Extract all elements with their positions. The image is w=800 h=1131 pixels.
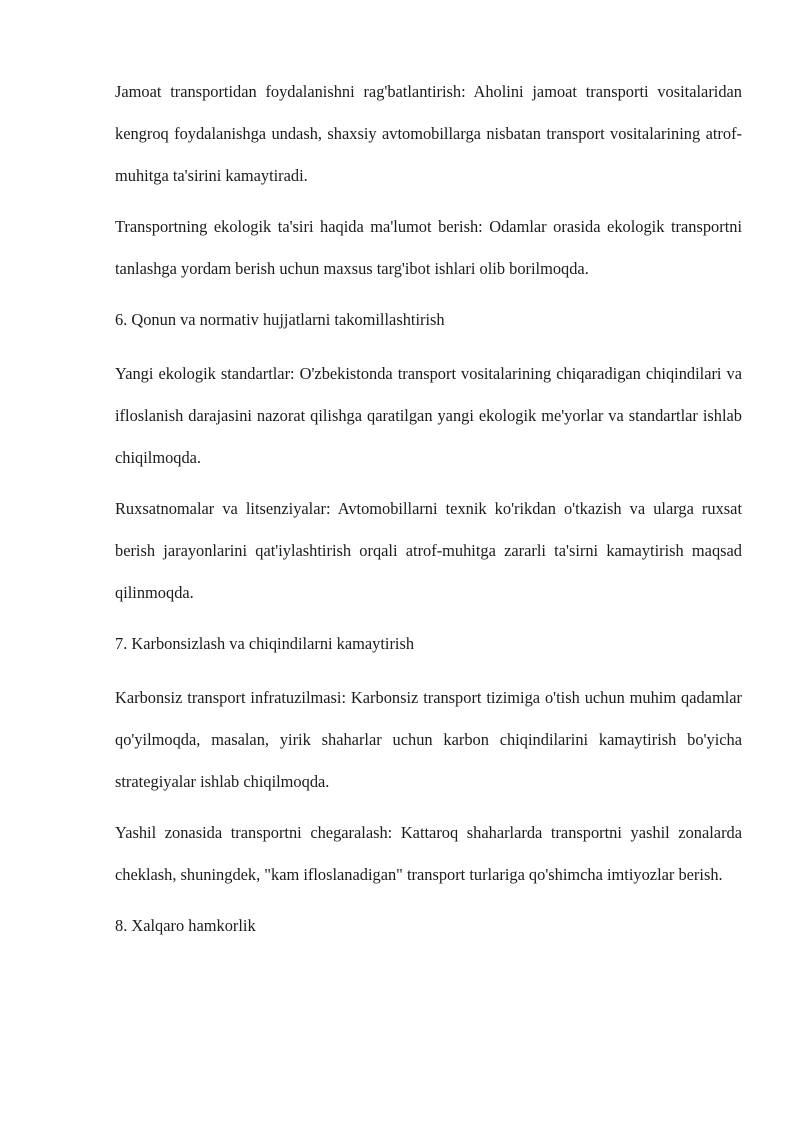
section-heading-8: 8. Xalqaro hamkorlik: [115, 916, 256, 935]
section-heading-7: 7. Karbonsizlash va chiqindilarni kamaytirish: [115, 634, 415, 653]
paragraph-carbon-free-infrastructure: Karbonsiz transport infratuzilmasi: Karbonsiz transport tizimiga o'tish uchun muhim qadamlar qo'yilmoqda, masalan, yirik shaharlar uchun karbon chiqindilarini kamaytirish bo'yicha strategiyalar ishlab chiqilmoqda.: [115, 688, 742, 791]
document-body: [115, 71, 742, 959]
section-heading-6: 6. Qonun va normativ hujjatlarni takomillashtirish: [115, 310, 445, 329]
paragraph-green-zone-restriction: Yashil zonasida transportni chegaralash: Kattaroq shaharlarda transportni yashil zonalarda cheklash, shuningdek, "kam ifloslanadigan" transport turlariga qo'shimcha imtiyozlar berish.: [115, 823, 742, 884]
paragraph-permits-licenses: Ruxsatnomalar va litsenziyalar: Avtomobillarni texnik ko'rikdan o'tkazish va ularga ruxsat berish jarayonlarini qat'iylashtirish orqali atrof-muhitga zararli ta'sirni kamaytirish maqsad qilinmoqda.: [115, 499, 742, 602]
paragraph-public-transport: Jamoat transportidan foydalanishni rag'batlantirish: Aholini jamoat transporti vositalaridan kengroq foydalanishga undash, shaxsiy avtomobillarga nisbatan transport vositalarining atrof-muhitga ta'sirini kamaytiradi.: [115, 82, 742, 185]
paragraph-eco-information: Transportning ekologik ta'siri haqida ma'lumot berish: Odamlar orasida ekologik transportni tanlashga yordam berish uchun maxsus targ'ibot ishlari olib borilmoqda.: [115, 217, 742, 278]
paragraph-new-eco-standards: Yangi ekologik standartlar: O'zbekistonda transport vositalarining chiqaradigan chiqindilari va ifloslanish darajasini nazorat qilishga qaratilgan yangi ekologik me'yorlar va standartlar ishlab chiqilmoqda.: [115, 364, 742, 467]
